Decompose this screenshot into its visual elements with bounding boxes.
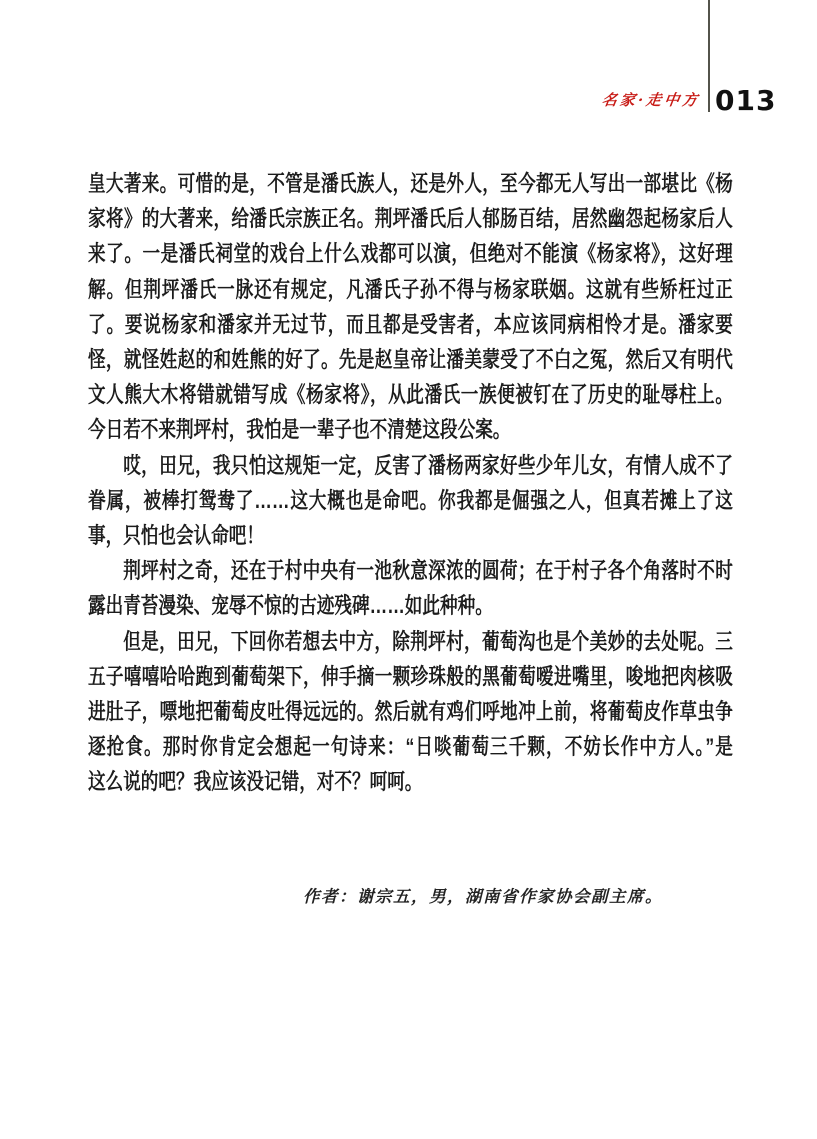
body-line: 怪，就怪姓赵的和姓熊的好了。先是赵皇帝让潘美蒙受了不白之冤，然后又有明代 (88, 347, 733, 373)
body-line: 解。但荆坪潘氏一脉还有规定，凡潘氏子孙不得与杨家联姻。这就有些矫枉过正 (88, 276, 733, 302)
body-line: 家将》的大著来，给潘氏宗族正名。荆坪潘氏后人郁肠百结，居然幽怨起杨家后人 (88, 206, 733, 232)
body-text (88, 166, 733, 800)
author-line: 作者：谢宗五，男，湖南省作家协会副主席。 (303, 887, 663, 906)
body-line: 文人熊大木将错就错写成《杨家将》，从此潘氏一族便被钉在了历史的耻辱柱上。 (88, 382, 733, 408)
body-line: 进肚子，嘌地把葡萄皮吐得远远的。然后就有鸡们呼地冲上前，将葡萄皮作草虫争 (88, 699, 733, 725)
body-line: 露出青苔漫染、宠辱不惊的古迹残碑……如此种种。 (88, 593, 493, 619)
body-line: 了。要说杨家和潘家并无过节，而且都是受害者，本应该同病相怜才是。潘家要 (88, 311, 733, 337)
body-line: 事，只怕也会认命吧！ (88, 523, 265, 549)
page-number: 013 (715, 84, 777, 117)
body-line: 荆坪村之奇，还在于村中央有一池秋意深浓的圆荷；在于村子各个角落时不时 (123, 558, 733, 584)
header-divider (708, 0, 710, 112)
body-line: 这么说的吧？我应该没记错，对不？呵呵。 (88, 769, 423, 795)
body-line: 皇大著来。可惜的是，不管是潘氏族人，还是外人，至今都无人写出一部堪比《杨 (88, 171, 733, 196)
body-line: 五子嘻嘻哈哈跑到葡萄架下，伸手摘一颗珍珠般的黑葡萄嗳进嘴里，唆地把肉核吸 (88, 663, 733, 689)
body-line: 眷属，被棒打鸳鸯了……这大概也是命吧。你我都是倔强之人，但真若摊上了这 (88, 487, 733, 513)
body-line: 但是，田兄，下回你若想去中方，除荆坪村，葡萄沟也是个美妙的去处呢。三 (123, 628, 733, 654)
series-title: 名家·走中方 (600, 91, 702, 109)
body-line: 逐抢食。那时你肯定会想起一句诗来：“日啖葡萄三千颗，不妨长作中方人。”是 (88, 734, 733, 760)
body-line: 来了。一是潘氏祠堂的戏台上什么戏都可以演，但绝对不能演《杨家将》，这好理 (88, 241, 733, 267)
body-line: 今日若不来荆坪村，我怕是一辈子也不清楚这段公案。 (88, 417, 511, 443)
body-line: 哎，田兄，我只怕这规矩一定，反害了潘杨两家好些少年儿女，有情人成不了 (123, 452, 733, 478)
